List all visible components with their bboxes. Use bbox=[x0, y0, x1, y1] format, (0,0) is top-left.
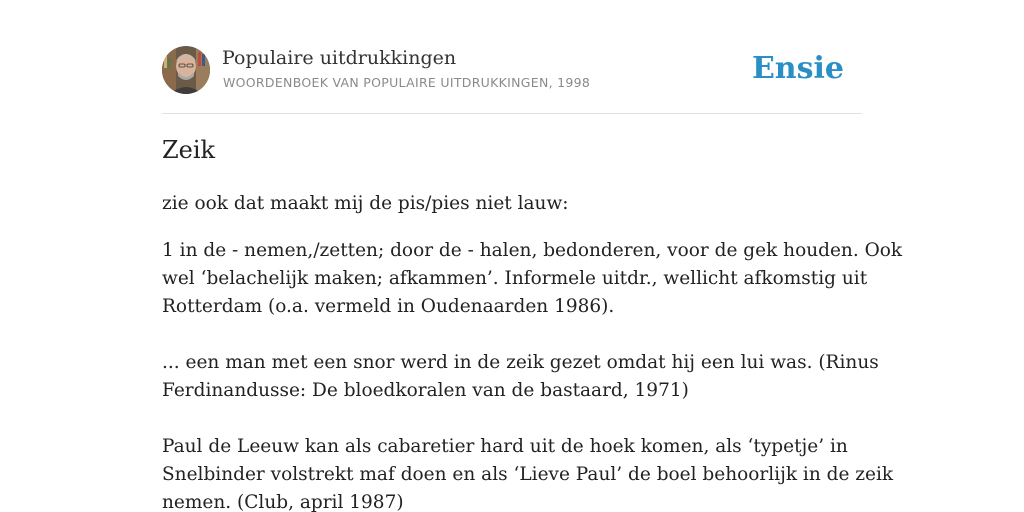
divider bbox=[162, 113, 862, 114]
entry-title: Zeik bbox=[162, 136, 216, 164]
text-line: Ferdinandusse: De bloedkoralen van de bastaard, 1971) bbox=[162, 380, 689, 401]
definition-paragraph bbox=[162, 237, 903, 321]
text-line: Rotterdam (o.a. vermeld in Oudenaarden 1986). bbox=[162, 296, 615, 317]
quote-paragraph bbox=[162, 433, 894, 512]
text-line: nemen. (Club, april 1987) bbox=[162, 492, 404, 512]
text-line: 1 in de - nemen,/zetten; door de - halen, bedonderen, voor de gek houden. Ook bbox=[162, 240, 903, 261]
text-line: Paul de Leeuw kan als cabaretier hard uit de hoek komen, als ‘typetje’ in bbox=[162, 436, 848, 457]
quote-paragraph bbox=[162, 349, 879, 405]
source-title[interactable]: Populaire uitdrukkingen bbox=[222, 47, 457, 69]
source-subtitle: WOORDENBOEK VAN POPULAIRE UITDRUKKINGEN, 1998 bbox=[223, 75, 591, 90]
brand-logo[interactable]: Ensie bbox=[751, 51, 844, 86]
text-line: ... een man met een snor werd in de zeik gezet omdat hij een lui was. (Rinus bbox=[162, 352, 879, 373]
source-header bbox=[162, 46, 862, 96]
author-portrait-icon[interactable] bbox=[162, 46, 210, 94]
text-line: Snelbinder volstrekt maf doen en als ‘Lieve Paul’ de boel behoorlijk in de zeik bbox=[162, 464, 894, 485]
entry-body bbox=[162, 237, 903, 512]
see-also-text: zie ook dat maakt mij de pis/pies niet lauw: bbox=[162, 193, 569, 214]
text-line: wel ‘belachelijk maken; afkammen’. Informele uitdr., wellicht afkomstig uit bbox=[162, 268, 868, 289]
